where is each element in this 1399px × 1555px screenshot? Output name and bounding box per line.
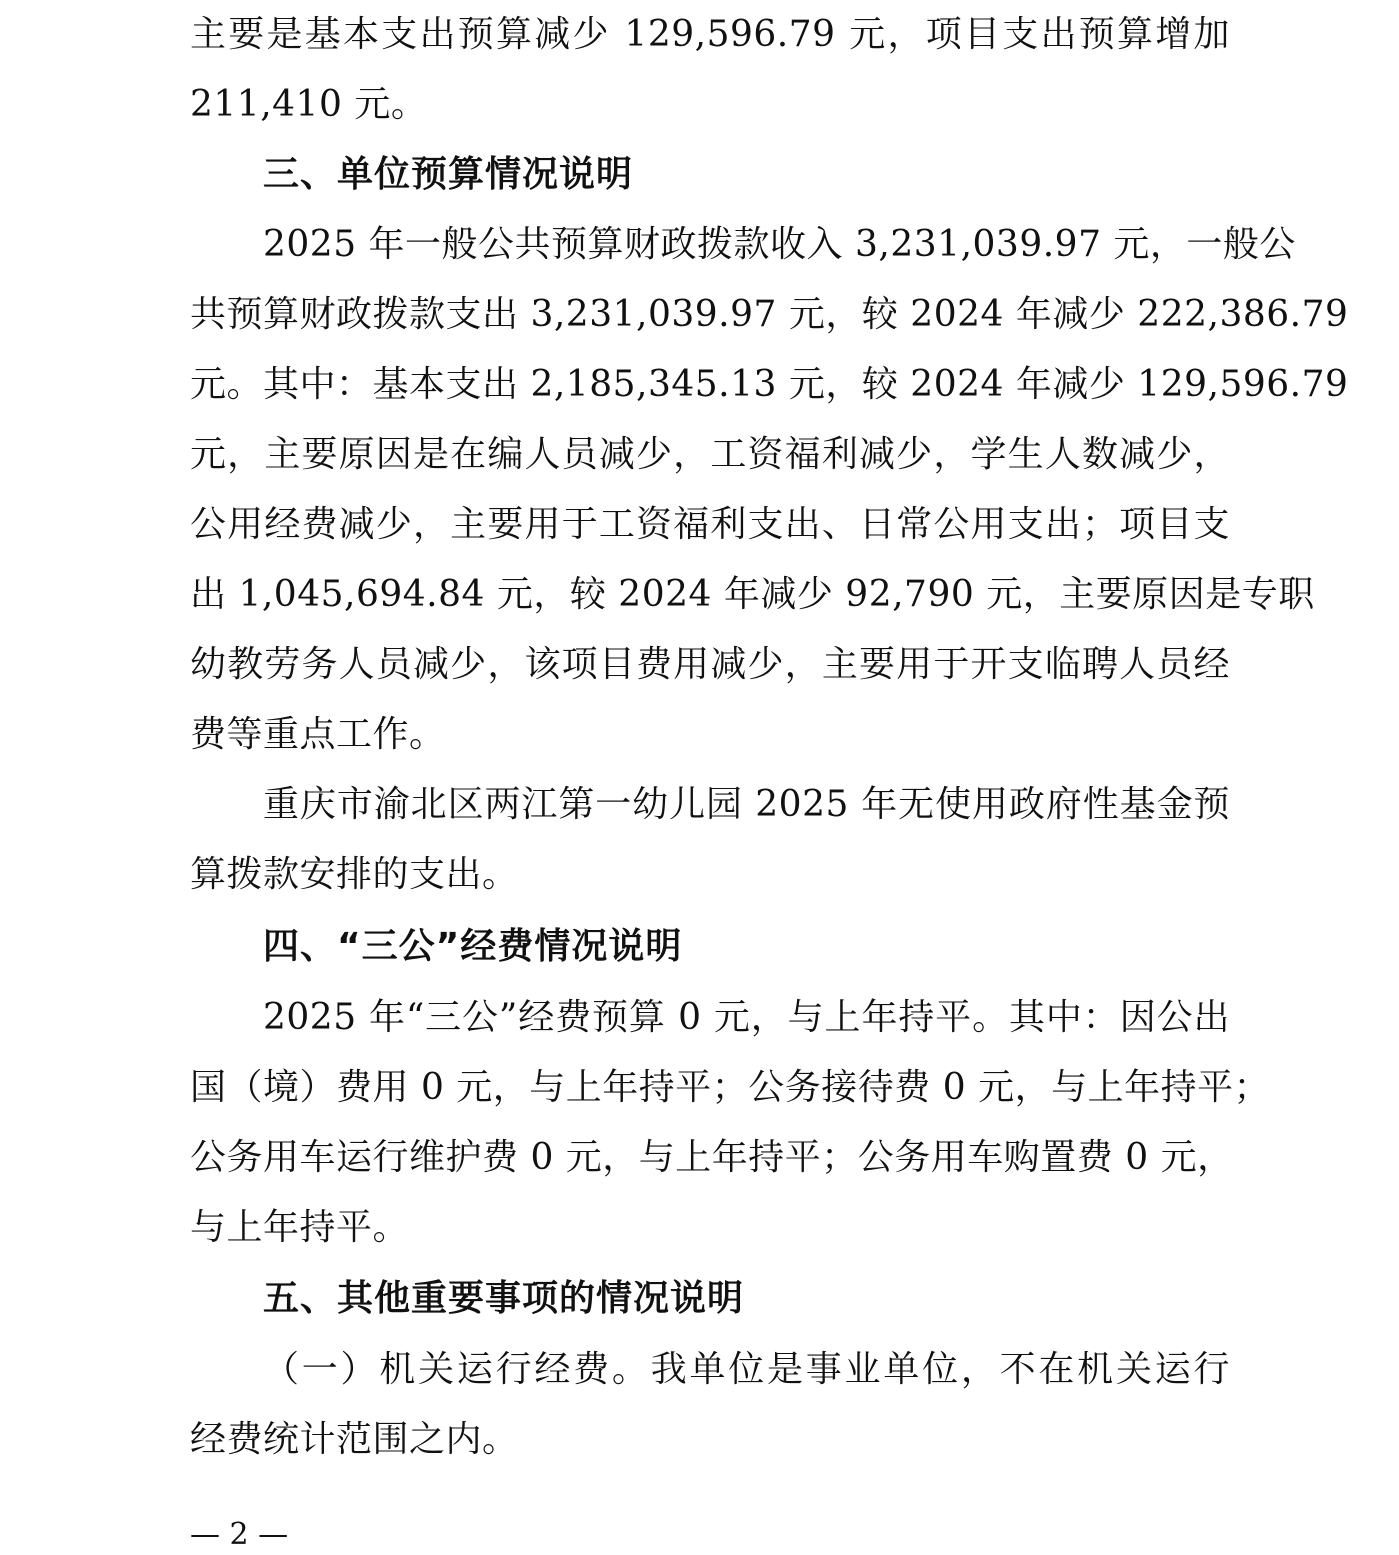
body-text-line: 2025 年一般公共预算财政拨款收入 3,231,039.97 元，一般公: [263, 224, 1296, 265]
body-text-line: 公用经费减少，主要用于工资福利支出、日常公用支出；项目支: [190, 504, 1230, 545]
body-text-line: 主要是基本支出预算减少 129,596.79 元，项目支出预算增加: [190, 14, 1230, 55]
section-heading-3: 三、单位预算情况说明: [263, 154, 634, 195]
body-text-line: 共预算财政拨款支出 3,231,039.97 元，较 2024 年减少 222,386.79: [190, 294, 1349, 335]
body-text-line: 211,410 元。: [190, 84, 428, 125]
body-text-line: 元，主要原因是在编人员减少，工资福利减少，学生人数减少，: [190, 434, 1230, 475]
body-text-line: 元。其中：基本支出 2,185,345.13 元，较 2024 年减少 129,596.79: [190, 364, 1349, 405]
body-text-line: 与上年持平。: [190, 1207, 410, 1248]
section-heading-4: 四、“三公”经费情况说明: [263, 926, 683, 967]
body-text-line: 国（境）费用 0 元，与上年持平；公务接待费 0 元，与上年持平；: [190, 1067, 1271, 1108]
body-text-line: 算拨款安排的支出。: [190, 854, 519, 895]
page-number: — 2 —: [190, 1517, 289, 1552]
body-text-line: 重庆市渝北区两江第一幼儿园 2025 年无使用政府性基金预: [263, 784, 1230, 825]
body-text-line: 出 1,045,694.84 元，较 2024 年减少 92,790 元，主要原因是专职: [190, 574, 1315, 615]
body-text-line: 费等重点工作。: [190, 714, 446, 755]
body-text-line: 经费统计范围之内。: [190, 1419, 519, 1460]
body-text-line: 2025 年“三公”经费预算 0 元，与上年持平。其中：因公出: [263, 997, 1230, 1038]
body-text-line: 幼教劳务人员减少，该项目费用减少，主要用于开支临聘人员经: [190, 644, 1230, 685]
body-text-line: 公务用车运行维护费 0 元，与上年持平；公务用车购置费 0 元，: [190, 1137, 1234, 1178]
section-heading-5: 五、其他重要事项的情况说明: [263, 1278, 745, 1319]
body-text-line: （一）机关运行经费。我单位是事业单位，不在机关运行: [263, 1349, 1230, 1390]
